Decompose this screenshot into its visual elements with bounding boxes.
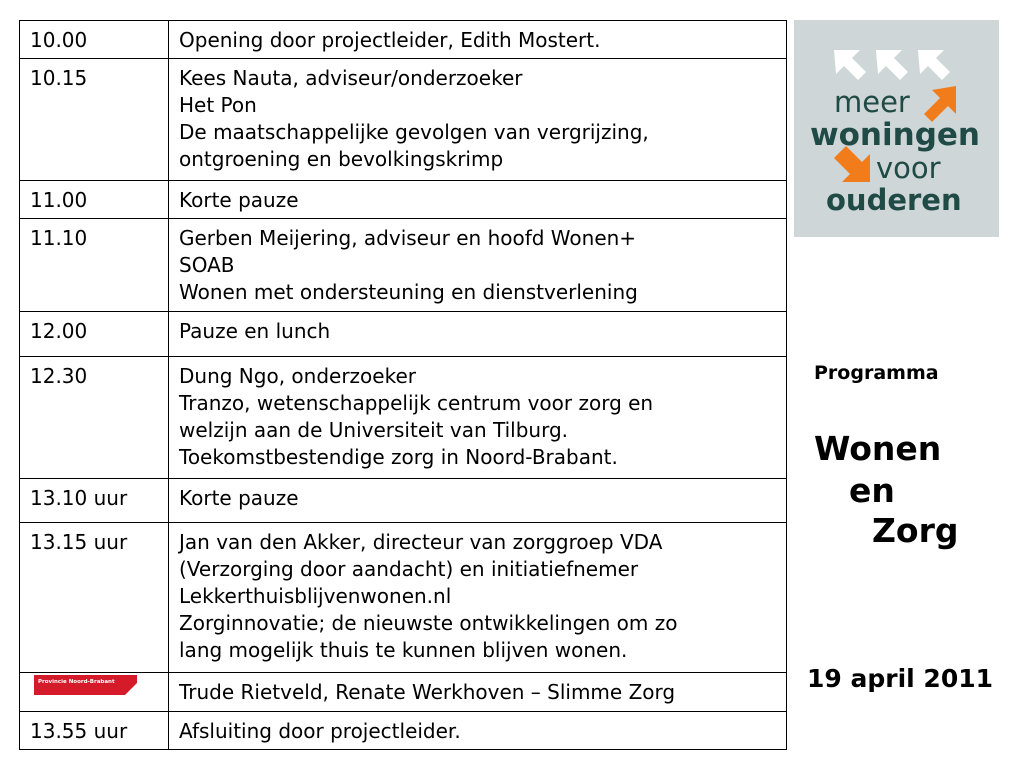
schedule-description bbox=[169, 59, 787, 181]
description-line: Lekkerthuisblijvenwonen.nl bbox=[179, 584, 452, 608]
white-arrow-icon bbox=[876, 50, 908, 80]
schedule-time: 12.00 bbox=[20, 312, 169, 357]
logo-word: woningen bbox=[810, 117, 980, 153]
description-line: Opening door projectleider, Edith Mostert. bbox=[179, 28, 601, 52]
schedule-description bbox=[169, 479, 787, 523]
schedule-description bbox=[169, 21, 787, 59]
description-line: Het Pon bbox=[179, 93, 257, 117]
description-line: Kees Nauta, adviseur/onderzoeker bbox=[179, 66, 523, 90]
description-line: SOAB bbox=[179, 253, 235, 277]
description-line: Tranzo, wetenschappelijk centrum voor zorg en bbox=[179, 391, 654, 415]
schedule-time: 10.00 bbox=[20, 21, 169, 59]
program-label: Programma bbox=[814, 362, 939, 384]
schedule-time: 12.30 bbox=[20, 357, 169, 479]
description-line: Toekomstbestendige zorg in Noord-Brabant. bbox=[179, 445, 618, 469]
schedule-description bbox=[169, 673, 787, 712]
description-line: Afsluiting door projectleider. bbox=[179, 719, 461, 743]
event-title-line: Wonen bbox=[814, 429, 942, 468]
schedule-time: 13.55 uur bbox=[20, 712, 169, 750]
schedule-description bbox=[169, 712, 787, 750]
schedule-time: 11.00 bbox=[20, 181, 169, 219]
schedule-row bbox=[20, 357, 787, 479]
provincie-logo-text: Provincie Noord-Brabant bbox=[38, 679, 115, 685]
schedule-time: 10.15 bbox=[20, 59, 169, 181]
schedule-description bbox=[169, 357, 787, 479]
schedule-description bbox=[169, 181, 787, 219]
description-line: Gerben Meijering, adviseur en hoofd Wonen+ bbox=[179, 226, 637, 250]
description-line: Trude Rietveld, Renate Werkhoven – Slimme Zorg bbox=[179, 680, 676, 704]
schedule-description bbox=[169, 523, 787, 673]
schedule-time-logo bbox=[20, 673, 169, 712]
logo-word: voor bbox=[876, 151, 941, 185]
provincie-logo-corner bbox=[125, 683, 137, 695]
description-line: Pauze en lunch bbox=[179, 319, 331, 343]
white-arrow-icon bbox=[834, 50, 866, 80]
description-line: (Verzorging door aandacht) en initiatiefnemer bbox=[179, 557, 639, 581]
schedule-table bbox=[19, 20, 787, 750]
white-arrow-icon bbox=[918, 50, 950, 80]
description-line: Dung Ngo, onderzoeker bbox=[179, 364, 416, 388]
schedule-row bbox=[20, 59, 787, 181]
description-line: Korte pauze bbox=[179, 486, 299, 510]
schedule-time: 13.10 uur bbox=[20, 479, 169, 523]
provincie-logo bbox=[34, 675, 137, 695]
description-line: Korte pauze bbox=[179, 188, 299, 212]
event-title-line: Zorg bbox=[872, 511, 959, 550]
meer-woningen-voor-ouderen-logo bbox=[794, 20, 999, 237]
schedule-row bbox=[20, 479, 787, 523]
schedule-row bbox=[20, 673, 787, 712]
schedule-time: 11.10 bbox=[20, 219, 169, 312]
description-line: ontgroening en bevolkingskrimp bbox=[179, 147, 504, 171]
schedule-time: 13.15 uur bbox=[20, 523, 169, 673]
event-title-line: en bbox=[849, 471, 895, 510]
schedule-description bbox=[169, 219, 787, 312]
event-date: 19 april 2011 bbox=[807, 664, 994, 693]
schedule-row bbox=[20, 523, 787, 673]
description-line: Wonen met ondersteuning en dienstverlening bbox=[179, 280, 638, 304]
logo-word: ouderen bbox=[826, 183, 962, 217]
description-line: De maatschappelijke gevolgen van vergrijzing, bbox=[179, 120, 649, 144]
schedule-row bbox=[20, 312, 787, 357]
schedule-row bbox=[20, 21, 787, 59]
description-line: Zorginnovatie; de nieuwste ontwikkelingen om zo bbox=[179, 611, 678, 635]
schedule-row bbox=[20, 219, 787, 312]
description-line: welzijn aan de Universiteit van Tilburg. bbox=[179, 418, 569, 442]
logo-word: meer bbox=[834, 85, 910, 119]
schedule-description bbox=[169, 312, 787, 357]
description-line: lang mogelijk thuis te kunnen blijven wonen. bbox=[179, 638, 628, 662]
schedule-row bbox=[20, 712, 787, 750]
schedule-row bbox=[20, 181, 787, 219]
description-line: Jan van den Akker, directeur van zorggroep VDA bbox=[179, 530, 663, 554]
